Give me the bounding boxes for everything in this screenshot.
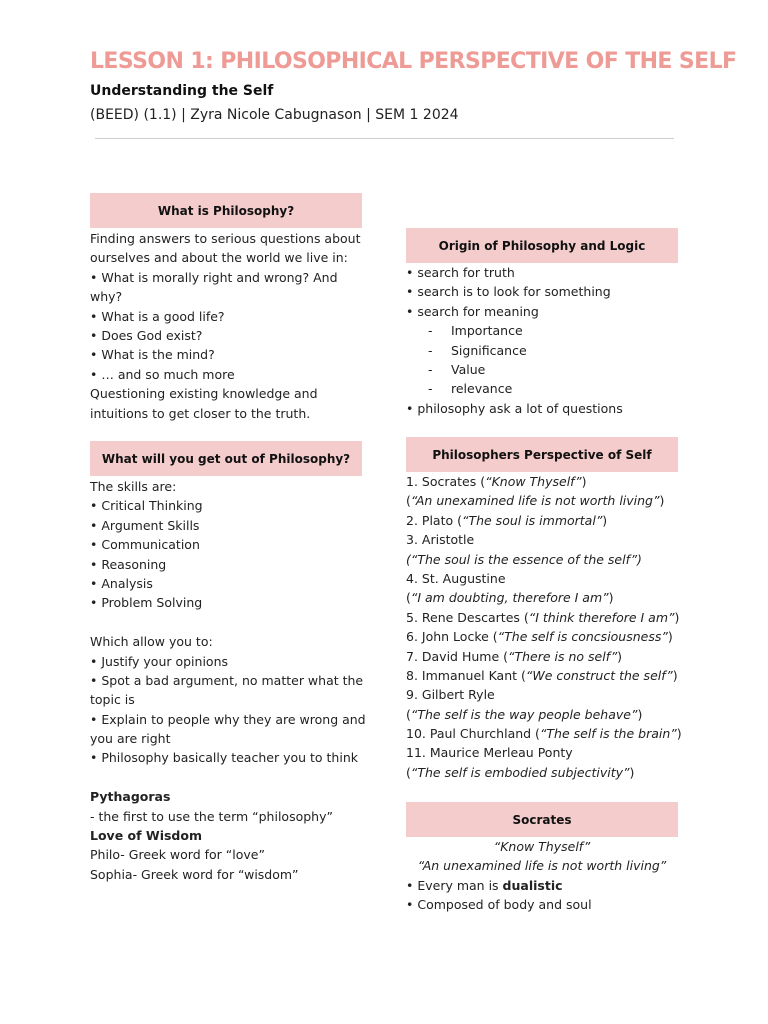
dash-marker: - xyxy=(428,361,433,377)
socrates-section xyxy=(406,837,678,915)
socrates-quote: “An unexamined life is not worth living” xyxy=(417,858,667,874)
what-is-philosophy-heading: What is Philosophy? xyxy=(90,193,362,228)
origin-heading: Origin of Philosophy and Logic xyxy=(406,228,678,263)
origin-section xyxy=(406,263,623,418)
text-line: Finding answers to serious questions about xyxy=(90,231,361,246)
philosopher-entry: 11. Maurice Merleau Ponty xyxy=(406,745,573,761)
sub-list-label: Importance xyxy=(451,323,523,339)
philosopher-quote: (“I am doubting, therefore I am”) xyxy=(406,590,614,606)
philosopher-entry: 1. Socrates (“Know Thyself”) xyxy=(406,474,587,489)
skill-item: • Analysis xyxy=(90,575,153,591)
text-line: Questioning existing knowledge and xyxy=(90,386,318,402)
philosophers-section xyxy=(406,472,682,782)
list-item: • Justify your opinions xyxy=(90,653,229,669)
list-item: • search for meaning xyxy=(406,303,539,319)
list-item: • … and so much more xyxy=(90,366,235,382)
list-item-continuation: you are right xyxy=(90,731,171,747)
philosopher-quote: (“The self is the way people behave”) xyxy=(406,706,643,722)
text-line: Which allow you to: xyxy=(90,634,213,650)
text-line: Sophia- Greek word for “wisdom” xyxy=(90,866,299,882)
lesson-meta: (BEED) (1.1) | Zyra Nicole Cabugnason | SEM 1 2024 xyxy=(90,107,459,123)
socrates-heading: Socrates xyxy=(406,802,678,837)
get-out-section xyxy=(90,477,366,884)
skill-item: • Problem Solving xyxy=(90,595,203,611)
list-item: • Does God exist? xyxy=(90,327,203,343)
list-item: • Philosophy basically teacher you to think xyxy=(90,750,358,766)
list-item-continuation: topic is xyxy=(90,692,135,708)
list-item: • What is a good life? xyxy=(90,308,225,324)
sub-list-item xyxy=(406,341,623,360)
philosopher-entry: 8. Immanuel Kant (“We construct the self”) xyxy=(406,667,678,683)
list-item-continuation: why? xyxy=(90,289,123,305)
philosopher-entry: 3. Aristotle xyxy=(406,532,475,548)
get-out-heading: What will you get out of Philosophy? xyxy=(90,441,362,476)
dash-marker: - xyxy=(428,342,433,358)
sub-list-label: relevance xyxy=(451,381,513,397)
text-line: intuitions to get closer to the truth. xyxy=(90,405,311,421)
sub-list-label: Significance xyxy=(451,342,527,358)
list-item: • search is to look for something xyxy=(406,284,611,300)
philosopher-quote: (“An unexamined life is not worth living”) xyxy=(406,493,665,509)
sub-list-label: Value xyxy=(451,361,486,377)
list-item: • What is the mind? xyxy=(90,347,215,363)
list-item: • Spot a bad argument, no matter what the xyxy=(90,672,364,688)
list-item: • What is morally right and wrong? And xyxy=(90,269,338,285)
sub-list-item xyxy=(406,379,623,398)
skill-item: • Reasoning xyxy=(90,556,167,572)
pythagoras-label: Pythagoras xyxy=(90,789,171,805)
philosopher-entry: 9. Gilbert Ryle xyxy=(406,687,495,703)
philosopher-quote: (“The soul is the essence of the self”) xyxy=(406,551,642,567)
header-divider xyxy=(95,138,674,139)
philosopher-entry: 5. Rene Descartes (“I think therefore I am”) xyxy=(406,609,680,625)
text-line: - the first to use the term “philosophy” xyxy=(90,808,333,824)
philosopher-entry: 7. David Hume (“There is no self”) xyxy=(406,648,623,664)
dash-marker: - xyxy=(428,323,433,339)
lesson-subtitle: Understanding the Self xyxy=(90,83,274,99)
philosopher-quote: (“The self is embodied subjectivity”) xyxy=(406,764,635,780)
list-item: • philosophy ask a lot of questions xyxy=(406,400,623,416)
text-line: ourselves and about the world we live in: xyxy=(90,250,348,266)
list-item: • Composed of body and soul xyxy=(406,897,592,913)
text-line: Philo- Greek word for “love” xyxy=(90,847,265,863)
philosophers-heading: Philosophers Perspective of Self xyxy=(406,437,678,472)
skill-item: • Communication xyxy=(90,537,200,553)
sub-list-item xyxy=(406,360,623,379)
philosopher-entry: 2. Plato (“The soul is immortal”) xyxy=(406,512,608,528)
what-is-philosophy-section xyxy=(90,229,361,423)
dash-marker: - xyxy=(428,381,433,397)
philosopher-entry: 4. St. Augustine xyxy=(406,570,506,586)
philosopher-entry: 6. John Locke (“The self is concsiousness”) xyxy=(406,629,673,645)
skill-item: • Argument Skills xyxy=(90,517,200,533)
list-item: • Explain to people why they are wrong and xyxy=(90,711,366,727)
skill-item: • Critical Thinking xyxy=(90,498,203,514)
love-of-wisdom-label: Love of Wisdom xyxy=(90,828,202,844)
socrates-quote: “Know Thyself” xyxy=(493,839,591,854)
sub-list-item xyxy=(406,321,623,340)
philosopher-entry: 10. Paul Churchland (“The self is the brain”) xyxy=(406,726,682,742)
list-item: • Every man is dualistic xyxy=(406,877,563,893)
list-item: • search for truth xyxy=(406,265,515,280)
lesson-title: LESSON 1: PHILOSOPHICAL PERSPECTIVE OF THE SELF xyxy=(90,49,737,74)
text-line: The skills are: xyxy=(90,479,177,494)
